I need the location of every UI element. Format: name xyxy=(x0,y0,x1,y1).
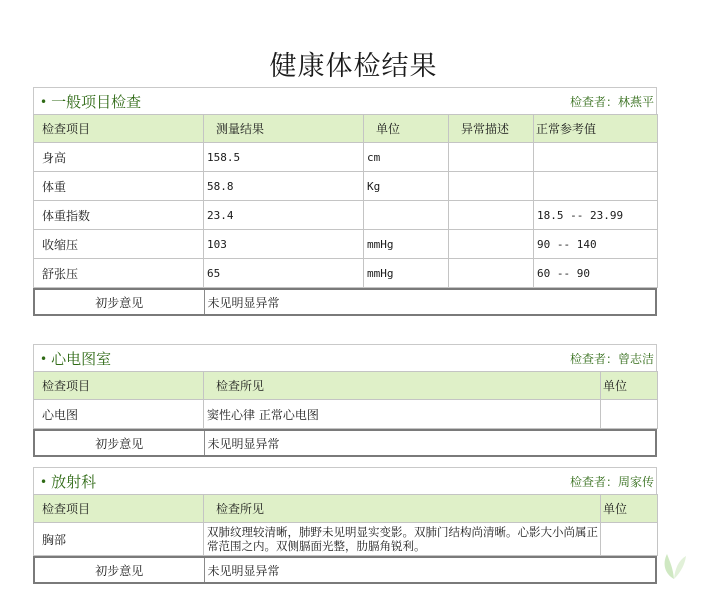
section-title: • 一般项目检查 xyxy=(40,93,142,111)
table-header-row xyxy=(34,372,658,400)
table-row xyxy=(34,201,658,230)
unit xyxy=(601,400,658,429)
finding: 双肺纹理较清晰，肺野未见明显实变影。双肺门结构尚清晰。心影大小尚属正常范围之内。双侧膈面光整，肋膈角锐利。 xyxy=(204,523,601,556)
results-table xyxy=(33,371,658,429)
table-row xyxy=(34,143,658,172)
abnormal-desc xyxy=(449,259,534,288)
unit xyxy=(601,523,658,556)
opinion-label: 初步意见 xyxy=(34,430,204,456)
column-header: 检查项目 xyxy=(34,115,204,143)
opinion-table xyxy=(33,429,657,457)
section-title: • 放射科 xyxy=(40,473,97,491)
page-title: 健康体检结果 xyxy=(269,51,438,82)
unit: Kg xyxy=(364,172,449,201)
opinion-row xyxy=(34,430,656,456)
column-header: 单位 xyxy=(601,495,658,523)
column-header: 检查项目 xyxy=(34,372,204,400)
section-header xyxy=(33,87,657,114)
item-name: 体重指数 xyxy=(34,201,204,230)
measured-value: 65 xyxy=(204,259,364,288)
reference-range: 18.5 -- 23.99 xyxy=(534,201,658,230)
section-header xyxy=(33,344,657,371)
section-ecg xyxy=(33,344,657,457)
opinion-label: 初步意见 xyxy=(34,557,204,583)
opinion-label: 初步意见 xyxy=(34,289,204,315)
table-header-row xyxy=(34,115,658,143)
column-header: 单位 xyxy=(601,372,658,400)
leaf-icon xyxy=(659,550,689,580)
column-header: 异常描述 xyxy=(449,115,534,143)
section-radiology xyxy=(33,467,657,584)
reference-range: 60 -- 90 xyxy=(534,259,658,288)
table-row xyxy=(34,523,658,556)
opinion-row xyxy=(34,557,656,583)
bullet-icon: • xyxy=(40,95,48,109)
column-header: 单位 xyxy=(364,115,449,143)
section-header xyxy=(33,467,657,494)
unit xyxy=(364,201,449,230)
bullet-icon: • xyxy=(40,475,48,489)
reference-range: 90 -- 140 xyxy=(534,230,658,259)
column-header: 测量结果 xyxy=(204,115,364,143)
table-row xyxy=(34,259,658,288)
opinion-row xyxy=(34,289,656,315)
abnormal-desc xyxy=(449,143,534,172)
item-name: 体重 xyxy=(34,172,204,201)
checker-label: 检查者：曾志洁 xyxy=(569,352,654,366)
item-name: 胸部 xyxy=(34,523,204,556)
section-title: • 心电图室 xyxy=(40,350,112,368)
abnormal-desc xyxy=(449,201,534,230)
column-header: 检查所见 xyxy=(204,372,601,400)
section-general xyxy=(33,87,657,316)
finding: 窦性心律 正常心电图 xyxy=(204,400,601,429)
column-header: 检查项目 xyxy=(34,495,204,523)
item-name: 收缩压 xyxy=(34,230,204,259)
opinion-table xyxy=(33,556,657,584)
measured-value: 58.8 xyxy=(204,172,364,201)
opinion-value: 未见明显异常 xyxy=(204,557,656,583)
unit: mmHg xyxy=(364,259,449,288)
table-row xyxy=(34,230,658,259)
bullet-icon: • xyxy=(40,352,48,366)
item-name: 舒张压 xyxy=(34,259,204,288)
unit: cm xyxy=(364,143,449,172)
abnormal-desc xyxy=(449,230,534,259)
reference-range xyxy=(534,143,658,172)
reference-range xyxy=(534,172,658,201)
item-name: 心电图 xyxy=(34,400,204,429)
abnormal-desc xyxy=(449,172,534,201)
opinion-value: 未见明显异常 xyxy=(204,289,656,315)
checker-label: 检查者：林燕平 xyxy=(569,95,654,109)
measured-value: 103 xyxy=(204,230,364,259)
column-header: 检查所见 xyxy=(204,495,601,523)
item-name: 身高 xyxy=(34,143,204,172)
column-header: 正常参考值 xyxy=(534,115,658,143)
measured-value: 158.5 xyxy=(204,143,364,172)
measured-value: 23.4 xyxy=(204,201,364,230)
table-header-row xyxy=(34,495,658,523)
results-table xyxy=(33,494,658,556)
results-table xyxy=(33,114,658,288)
table-row xyxy=(34,400,658,429)
checker-label: 检查者：周家传 xyxy=(569,475,654,489)
opinion-table xyxy=(33,288,657,316)
table-row xyxy=(34,172,658,201)
unit: mmHg xyxy=(364,230,449,259)
opinion-value: 未见明显异常 xyxy=(204,430,656,456)
